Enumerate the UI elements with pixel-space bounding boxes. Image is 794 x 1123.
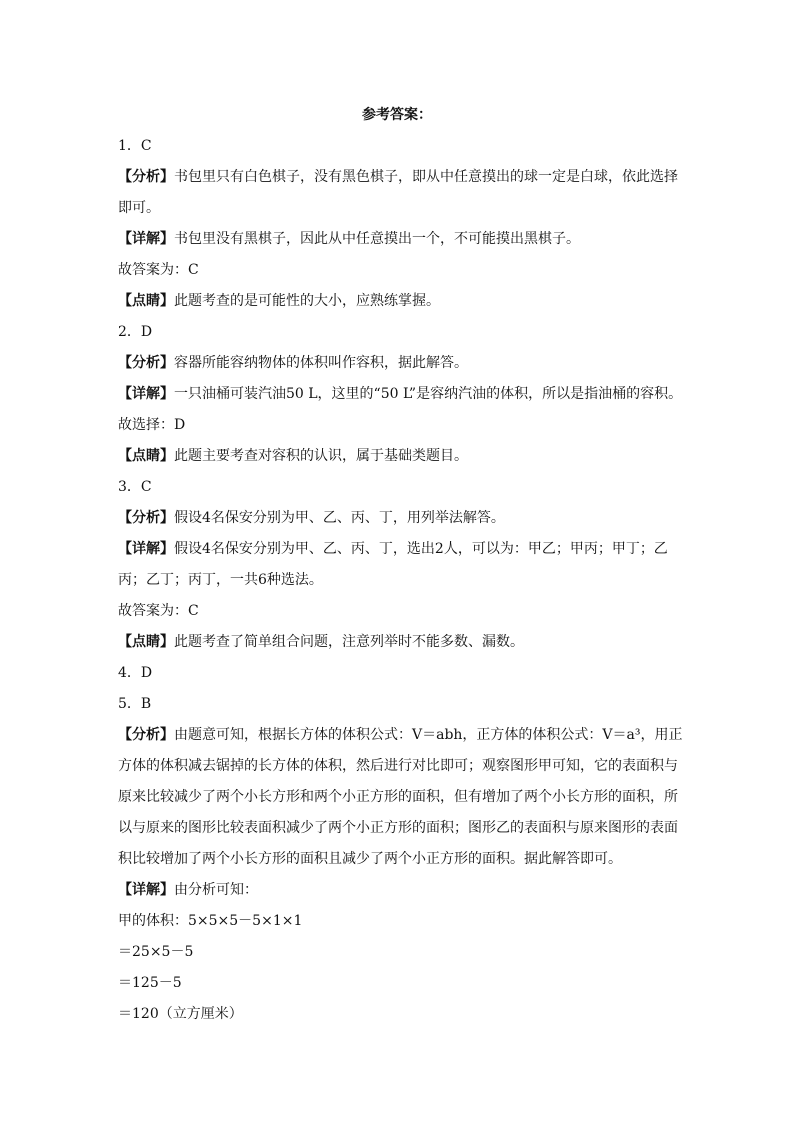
q2-analysis [118, 348, 694, 379]
q5-calc-line-4: ＝120（立方厘米） [118, 1006, 243, 1022]
q2-answer: 故选择：D [118, 417, 186, 433]
q5-analysis-text-1: 由题意可知，根据长方体的体积公式：V＝abh，正方体的体积公式：V＝a³，用正 [174, 727, 683, 743]
q3-comment-text: 此题考查了简单组合问题，注意列举时不能多数、漏数。 [174, 634, 524, 650]
page-title: 参考答案： [362, 107, 432, 123]
analysis-tag: 【分析】 [118, 169, 174, 185]
comment-tag: 【点睛】 [118, 448, 174, 464]
q1-detail [118, 224, 694, 255]
q2-number: 2．D [118, 324, 153, 340]
q5-number: 5．B [118, 696, 152, 712]
q3-detail-text-2: 丙；乙丁；丙丁，一共6种选法。 [118, 572, 323, 588]
analysis-tag: 【分析】 [118, 727, 174, 743]
q4-number: 4．D [118, 665, 153, 681]
q3-comment [118, 627, 694, 658]
q5-calc-line-1: 甲的体积：5×5×5－5×1×1 [118, 913, 303, 929]
q3-number: 3．C [118, 479, 152, 495]
q2-detail [118, 379, 694, 410]
q2-analysis-text: 容器所能容纳物体的体积叫作容积，据此解答。 [174, 355, 468, 371]
q5-analysis-text-2: 方体的体积减去锯掉的长方体的体积，然后进行对比即可；观察图形甲可知，它的表面积与 [118, 758, 678, 774]
detail-tag: 【详解】 [118, 882, 174, 898]
q1-number: 1．C [118, 138, 152, 154]
detail-tag: 【详解】 [118, 231, 174, 247]
q5-calc-line-2: ＝25×5－5 [118, 944, 194, 960]
q5-analysis [118, 720, 694, 751]
q5-calc-line-3: ＝125－5 [118, 975, 182, 991]
q1-analysis-text-1: 书包里只有白色棋子，没有黑色棋子，即从中任意摸出的球一定是白球，依此选择 [174, 169, 678, 185]
q1-answer: 故答案为：C [118, 262, 199, 278]
q5-analysis-text-3: 原来比较减少了两个小长方形和两个小正方形的面积，但有增加了两个小长方形的面积，所 [118, 789, 678, 805]
q2-detail-text: 一只油桶可装汽油50 L，这里的“50 L”是容纳汽油的体积，所以是指油桶的容积。 [174, 386, 683, 402]
q5-analysis-text-5: 积比较增加了两个小长方形的面积且减少了两个小正方形的面积。据此解答即可。 [118, 851, 622, 867]
analysis-tag: 【分析】 [118, 355, 174, 371]
q3-detail [118, 534, 694, 565]
comment-tag: 【点睛】 [118, 634, 174, 650]
q1-comment [118, 286, 694, 317]
q2-comment [118, 441, 694, 472]
q1-analysis-text-2: 即可。 [118, 200, 160, 216]
detail-tag: 【详解】 [118, 541, 174, 557]
q5-analysis-text-4: 以与原来的图形比较表面积减少了两个小正方形的面积；图形乙的表面积与原来图形的表面 [118, 820, 678, 836]
q2-comment-text: 此题主要考查对容积的认识，属于基础类题目。 [174, 448, 468, 464]
q5-detail [118, 875, 694, 906]
comment-tag: 【点睛】 [118, 293, 174, 309]
q3-detail-text-1: 假设4名保安分别为甲、乙、丙、丁，选出2人，可以为：甲乙；甲丙；甲丁；乙 [174, 541, 668, 557]
q3-analysis-text: 假设4名保安分别为甲、乙、丙、丁，用列举法解答。 [174, 510, 505, 526]
q5-detail-text: 由分析可知： [174, 882, 258, 898]
q3-analysis [118, 503, 694, 534]
analysis-tag: 【分析】 [118, 510, 174, 526]
q1-detail-text: 书包里没有黑棋子，因此从中任意摸出一个，不可能摸出黑棋子。 [174, 231, 580, 247]
q1-comment-text: 此题考查的是可能性的大小，应熟练掌握。 [174, 293, 440, 309]
detail-tag: 【详解】 [118, 386, 174, 402]
q3-answer: 故答案为：C [118, 603, 199, 619]
q1-analysis [118, 162, 694, 193]
